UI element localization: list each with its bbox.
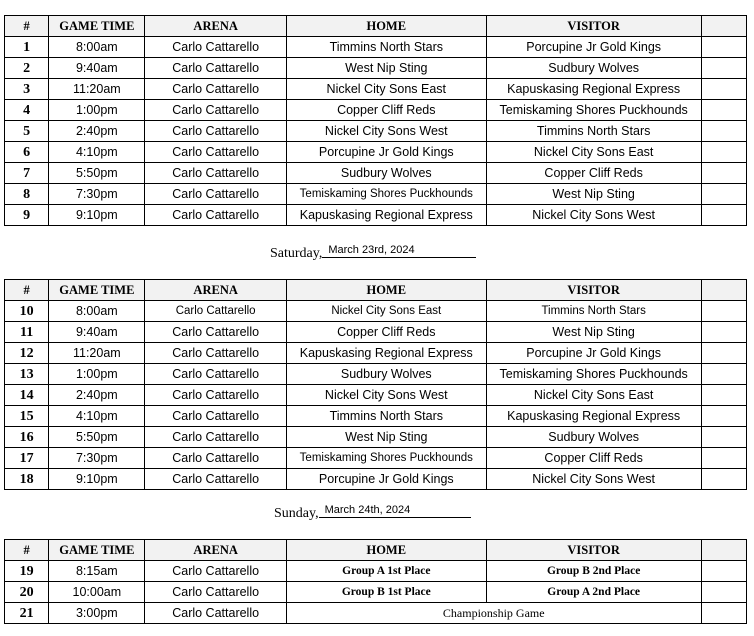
blank-cell xyxy=(701,448,746,469)
blank-cell xyxy=(701,322,746,343)
col-header-home: HOME xyxy=(286,280,486,301)
visitor-team: Group A 2nd Place xyxy=(486,582,701,603)
game-time: 8:00am xyxy=(49,37,145,58)
col-header-home: HOME xyxy=(286,540,486,561)
game-number: 18 xyxy=(5,469,49,490)
game-number: 8 xyxy=(5,184,49,205)
game-arena: Carlo Cattarello xyxy=(145,427,286,448)
visitor-team: West Nip Sting xyxy=(486,184,701,205)
game-row xyxy=(5,79,747,100)
game-row xyxy=(5,385,747,406)
home-team: Sudbury Wolves xyxy=(286,364,486,385)
blank-cell xyxy=(701,343,746,364)
game-time: 4:10pm xyxy=(49,142,145,163)
col-header-visitor: VISITOR xyxy=(486,280,701,301)
game-row xyxy=(5,427,747,448)
game-time: 7:30pm xyxy=(49,184,145,205)
saturday-schedule-table xyxy=(4,279,747,490)
game-number: 16 xyxy=(5,427,49,448)
game-row xyxy=(5,448,747,469)
blank-cell xyxy=(701,37,746,58)
friday-schedule-table xyxy=(4,15,747,226)
game-time: 9:40am xyxy=(49,322,145,343)
game-row xyxy=(5,364,747,385)
visitor-team: West Nip Sting xyxy=(486,322,701,343)
game-time: 8:15am xyxy=(49,561,145,582)
blank-cell xyxy=(701,406,746,427)
game-time: 11:20am xyxy=(49,79,145,100)
blank-cell xyxy=(701,142,746,163)
game-arena: Carlo Cattarello xyxy=(145,385,286,406)
game-time: 2:40pm xyxy=(49,385,145,406)
game-number: 10 xyxy=(5,301,49,322)
blank-cell xyxy=(701,205,746,226)
championship-row xyxy=(5,603,747,624)
game-arena: Carlo Cattarello xyxy=(145,561,286,582)
game-row xyxy=(5,322,747,343)
game-time: 9:10pm xyxy=(49,469,145,490)
home-team: Kapuskasing Regional Express xyxy=(286,343,486,364)
game-arena: Carlo Cattarello xyxy=(145,603,286,624)
game-row xyxy=(5,142,747,163)
game-time: 9:40am xyxy=(49,58,145,79)
home-team: West Nip Sting xyxy=(286,58,486,79)
game-arena: Carlo Cattarello xyxy=(145,37,286,58)
blank-cell xyxy=(701,385,746,406)
visitor-team: Nickel City Sons West xyxy=(486,469,701,490)
blank-cell xyxy=(701,79,746,100)
visitor-team: Sudbury Wolves xyxy=(486,427,701,448)
home-team: Copper Cliff Reds xyxy=(286,322,486,343)
col-header-arena: ARENA xyxy=(145,540,286,561)
day-label: Saturday, xyxy=(270,246,323,261)
game-number: 12 xyxy=(5,343,49,364)
visitor-team: Group B 2nd Place xyxy=(486,561,701,582)
game-number: 17 xyxy=(5,448,49,469)
game-arena: Carlo Cattarello xyxy=(145,58,286,79)
blank-cell xyxy=(701,301,746,322)
blank-cell xyxy=(701,100,746,121)
table-header-row xyxy=(5,280,747,301)
game-number: 3 xyxy=(5,79,49,100)
game-row xyxy=(5,343,747,364)
home-team: Nickel City Sons West xyxy=(286,385,486,406)
home-team: Copper Cliff Reds xyxy=(286,100,486,121)
game-arena: Carlo Cattarello xyxy=(145,121,286,142)
game-time: 4:10pm xyxy=(49,406,145,427)
home-team: Kapuskasing Regional Express xyxy=(286,205,486,226)
blank-cell xyxy=(701,364,746,385)
game-number: 1 xyxy=(5,37,49,58)
day-label: Sunday, xyxy=(274,506,319,521)
game-time: 1:00pm xyxy=(49,364,145,385)
home-team: Porcupine Jr Gold Kings xyxy=(286,142,486,163)
game-time: 5:50pm xyxy=(49,163,145,184)
game-time: 2:40pm xyxy=(49,121,145,142)
home-team: Group A 1st Place xyxy=(286,561,486,582)
col-header-time: GAME TIME xyxy=(49,16,145,37)
col-header-home: HOME xyxy=(286,16,486,37)
game-time: 3:00pm xyxy=(49,603,145,624)
game-arena: Carlo Cattarello xyxy=(145,343,286,364)
visitor-team: Porcupine Jr Gold Kings xyxy=(486,37,701,58)
championship-label: Championship Game xyxy=(286,603,701,624)
game-number: 9 xyxy=(5,205,49,226)
game-number: 5 xyxy=(5,121,49,142)
game-row xyxy=(5,121,747,142)
game-number: 13 xyxy=(5,364,49,385)
visitor-team: Porcupine Jr Gold Kings xyxy=(486,343,701,364)
col-header-num: # xyxy=(5,280,49,301)
blank-cell xyxy=(701,582,746,603)
game-row xyxy=(5,301,747,322)
game-arena: Carlo Cattarello xyxy=(145,582,286,603)
home-team: Nickel City Sons West xyxy=(286,121,486,142)
col-header-num: # xyxy=(5,16,49,37)
table-header-row xyxy=(5,16,747,37)
game-arena: Carlo Cattarello xyxy=(145,301,286,322)
blank-cell xyxy=(701,469,746,490)
saturday-date-line xyxy=(270,244,476,262)
home-team: Timmins North Stars xyxy=(286,37,486,58)
col-header-blank xyxy=(701,16,746,37)
game-number: 11 xyxy=(5,322,49,343)
game-arena: Carlo Cattarello xyxy=(145,142,286,163)
game-number: 15 xyxy=(5,406,49,427)
home-team: West Nip Sting xyxy=(286,427,486,448)
visitor-team: Timmins North Stars xyxy=(486,301,701,322)
col-header-time: GAME TIME xyxy=(49,540,145,561)
game-row xyxy=(5,561,747,582)
blank-cell xyxy=(701,121,746,142)
date-label: March 23rd, 2024 xyxy=(322,244,476,258)
game-number: 7 xyxy=(5,163,49,184)
blank-cell xyxy=(701,603,746,624)
home-team: Temiskaming Shores Puckhounds xyxy=(286,184,486,205)
game-number: 6 xyxy=(5,142,49,163)
blank-cell xyxy=(701,184,746,205)
visitor-team: Copper Cliff Reds xyxy=(486,448,701,469)
game-time: 9:10pm xyxy=(49,205,145,226)
game-row xyxy=(5,100,747,121)
game-row xyxy=(5,37,747,58)
col-header-blank xyxy=(701,280,746,301)
sunday-schedule-table xyxy=(4,539,747,624)
visitor-team: Nickel City Sons East xyxy=(486,142,701,163)
game-row xyxy=(5,406,747,427)
col-header-blank xyxy=(701,540,746,561)
game-arena: Carlo Cattarello xyxy=(145,364,286,385)
game-row xyxy=(5,469,747,490)
game-arena: Carlo Cattarello xyxy=(145,406,286,427)
blank-cell xyxy=(701,58,746,79)
game-row xyxy=(5,58,747,79)
blank-cell xyxy=(701,561,746,582)
game-row xyxy=(5,205,747,226)
col-header-num: # xyxy=(5,540,49,561)
home-team: Temiskaming Shores Puckhounds xyxy=(286,448,486,469)
visitor-team: Nickel City Sons East xyxy=(486,385,701,406)
game-arena: Carlo Cattarello xyxy=(145,163,286,184)
game-arena: Carlo Cattarello xyxy=(145,322,286,343)
game-time: 8:00am xyxy=(49,301,145,322)
sunday-date-line xyxy=(274,504,471,522)
date-label: March 24th, 2024 xyxy=(319,504,471,518)
visitor-team: Kapuskasing Regional Express xyxy=(486,79,701,100)
visitor-team: Temiskaming Shores Puckhounds xyxy=(486,100,701,121)
home-team: Porcupine Jr Gold Kings xyxy=(286,469,486,490)
col-header-visitor: VISITOR xyxy=(486,540,701,561)
game-row xyxy=(5,582,747,603)
col-header-arena: ARENA xyxy=(145,16,286,37)
game-arena: Carlo Cattarello xyxy=(145,79,286,100)
home-team: Nickel City Sons East xyxy=(286,79,486,100)
game-number: 20 xyxy=(5,582,49,603)
game-arena: Carlo Cattarello xyxy=(145,100,286,121)
game-time: 11:20am xyxy=(49,343,145,364)
game-time: 10:00am xyxy=(49,582,145,603)
visitor-team: Temiskaming Shores Puckhounds xyxy=(486,364,701,385)
game-arena: Carlo Cattarello xyxy=(145,184,286,205)
game-number: 14 xyxy=(5,385,49,406)
visitor-team: Copper Cliff Reds xyxy=(486,163,701,184)
game-number: 19 xyxy=(5,561,49,582)
col-header-arena: ARENA xyxy=(145,280,286,301)
game-number: 21 xyxy=(5,603,49,624)
visitor-team: Sudbury Wolves xyxy=(486,58,701,79)
game-time: 1:00pm xyxy=(49,100,145,121)
game-row xyxy=(5,184,747,205)
game-number: 4 xyxy=(5,100,49,121)
game-arena: Carlo Cattarello xyxy=(145,448,286,469)
game-row xyxy=(5,163,747,184)
table-header-row xyxy=(5,540,747,561)
col-header-time: GAME TIME xyxy=(49,280,145,301)
visitor-team: Nickel City Sons West xyxy=(486,205,701,226)
col-header-visitor: VISITOR xyxy=(486,16,701,37)
visitor-team: Timmins North Stars xyxy=(486,121,701,142)
home-team: Nickel City Sons East xyxy=(286,301,486,322)
game-number: 2 xyxy=(5,58,49,79)
game-time: 7:30pm xyxy=(49,448,145,469)
home-team: Group B 1st Place xyxy=(286,582,486,603)
home-team: Timmins North Stars xyxy=(286,406,486,427)
blank-cell xyxy=(701,427,746,448)
game-time: 5:50pm xyxy=(49,427,145,448)
game-arena: Carlo Cattarello xyxy=(145,469,286,490)
blank-cell xyxy=(701,163,746,184)
visitor-team: Kapuskasing Regional Express xyxy=(486,406,701,427)
game-arena: Carlo Cattarello xyxy=(145,205,286,226)
home-team: Sudbury Wolves xyxy=(286,163,486,184)
